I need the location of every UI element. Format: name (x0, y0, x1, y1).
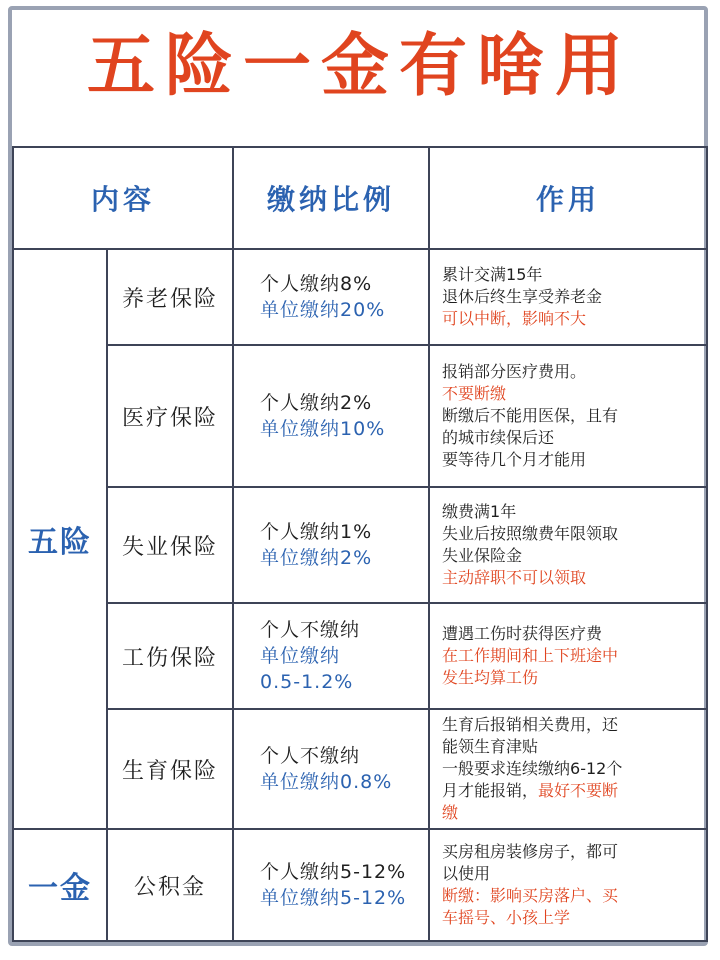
item-name: 养老保险 (107, 249, 233, 345)
use-line (442, 780, 698, 802)
unit-rate: 单位缴纳0.8% (260, 771, 393, 793)
table-row (13, 709, 707, 829)
header-row (13, 147, 707, 249)
use-cell (429, 249, 707, 345)
unit-rate: 单位缴纳20% (260, 299, 386, 321)
table-row (13, 249, 707, 345)
rate-cell (233, 345, 429, 487)
use-line: 失业保险金 (442, 546, 523, 565)
use-text: 月才能报销， (442, 781, 539, 800)
use-line: 的城市续保后还 (442, 428, 555, 447)
use-line: 要等待几个月才能用 (442, 450, 587, 469)
rate-cell (233, 487, 429, 603)
use-warning: 主动辞职不可以领取 (442, 568, 587, 587)
header-use: 作用 (429, 147, 707, 249)
rate-cell (233, 709, 429, 829)
personal-rate: 个人缴纳8% (260, 273, 373, 295)
personal-rate: 个人缴纳1% (260, 521, 373, 543)
unit-rate: 单位缴纳 (260, 645, 341, 667)
use-cell (429, 487, 707, 603)
use-cell (429, 345, 707, 487)
table-row (13, 345, 707, 487)
unit-rate: 单位缴纳5-12% (260, 887, 407, 909)
use-line: 退休后终生享受养老金 (442, 287, 603, 306)
header-content: 内容 (13, 147, 233, 249)
item-name: 医疗保险 (107, 345, 233, 487)
use-line: 以使用 (442, 864, 491, 883)
header-rate: 缴纳比例 (233, 147, 429, 249)
category-five-insurances: 五险 (13, 249, 107, 829)
personal-rate: 个人缴纳5-12% (260, 861, 407, 883)
use-cell (429, 603, 707, 709)
personal-rate: 个人缴纳2% (260, 392, 373, 414)
use-warning: 可以中断，影响不大 (442, 309, 587, 328)
rate-cell (233, 249, 429, 345)
use-cell (429, 829, 707, 941)
unit-rate: 单位缴纳10% (260, 418, 386, 440)
rate-cell (233, 829, 429, 941)
personal-rate: 个人不缴纳 (260, 619, 361, 641)
use-warning: 不要断缴 (442, 384, 507, 403)
use-line: 遭遇工伤时获得医疗费 (442, 624, 603, 643)
table-row (13, 487, 707, 603)
personal-rate: 个人不缴纳 (260, 745, 361, 767)
item-name: 公积金 (107, 829, 233, 941)
use-warning: 缴 (442, 803, 459, 822)
use-line: 累计交满15年 (442, 265, 543, 284)
item-name: 生育保险 (107, 709, 233, 829)
item-name: 工伤保险 (107, 603, 233, 709)
use-line: 买房租房装修房子，都可 (442, 842, 619, 861)
category-housing-fund: 一金 (13, 829, 107, 941)
unit-rate-range: 0.5-1.2% (260, 671, 354, 693)
use-line: 能领生育津贴 (442, 737, 539, 756)
use-warning: 最好不要断 (538, 781, 619, 800)
unit-rate: 单位缴纳2% (260, 547, 373, 569)
use-line: 失业后按照缴费年限领取 (442, 524, 619, 543)
use-line: 一般要求连续缴纳6-12个 (442, 759, 623, 778)
use-line: 断缴后不能用医保，且有 (442, 406, 619, 425)
use-warning: 发生均算工伤 (442, 668, 539, 687)
use-warning: 在工作期间和上下班途中 (442, 646, 619, 665)
use-cell (429, 709, 707, 829)
use-line: 报销部分医疗费用。 (442, 362, 587, 381)
poster-title: 五险一金有啥用 (86, 27, 633, 106)
insurance-table (12, 146, 708, 942)
use-line: 缴费满1年 (442, 502, 517, 521)
use-warning: 断缴：影响买房落户、买 (442, 886, 619, 905)
table-row (13, 829, 707, 941)
use-warning: 车摇号、小孩上学 (442, 908, 571, 927)
use-line: 生育后报销相关费用，还 (442, 715, 619, 734)
item-name: 失业保险 (107, 487, 233, 603)
rate-cell (233, 603, 429, 709)
table-row (13, 603, 707, 709)
